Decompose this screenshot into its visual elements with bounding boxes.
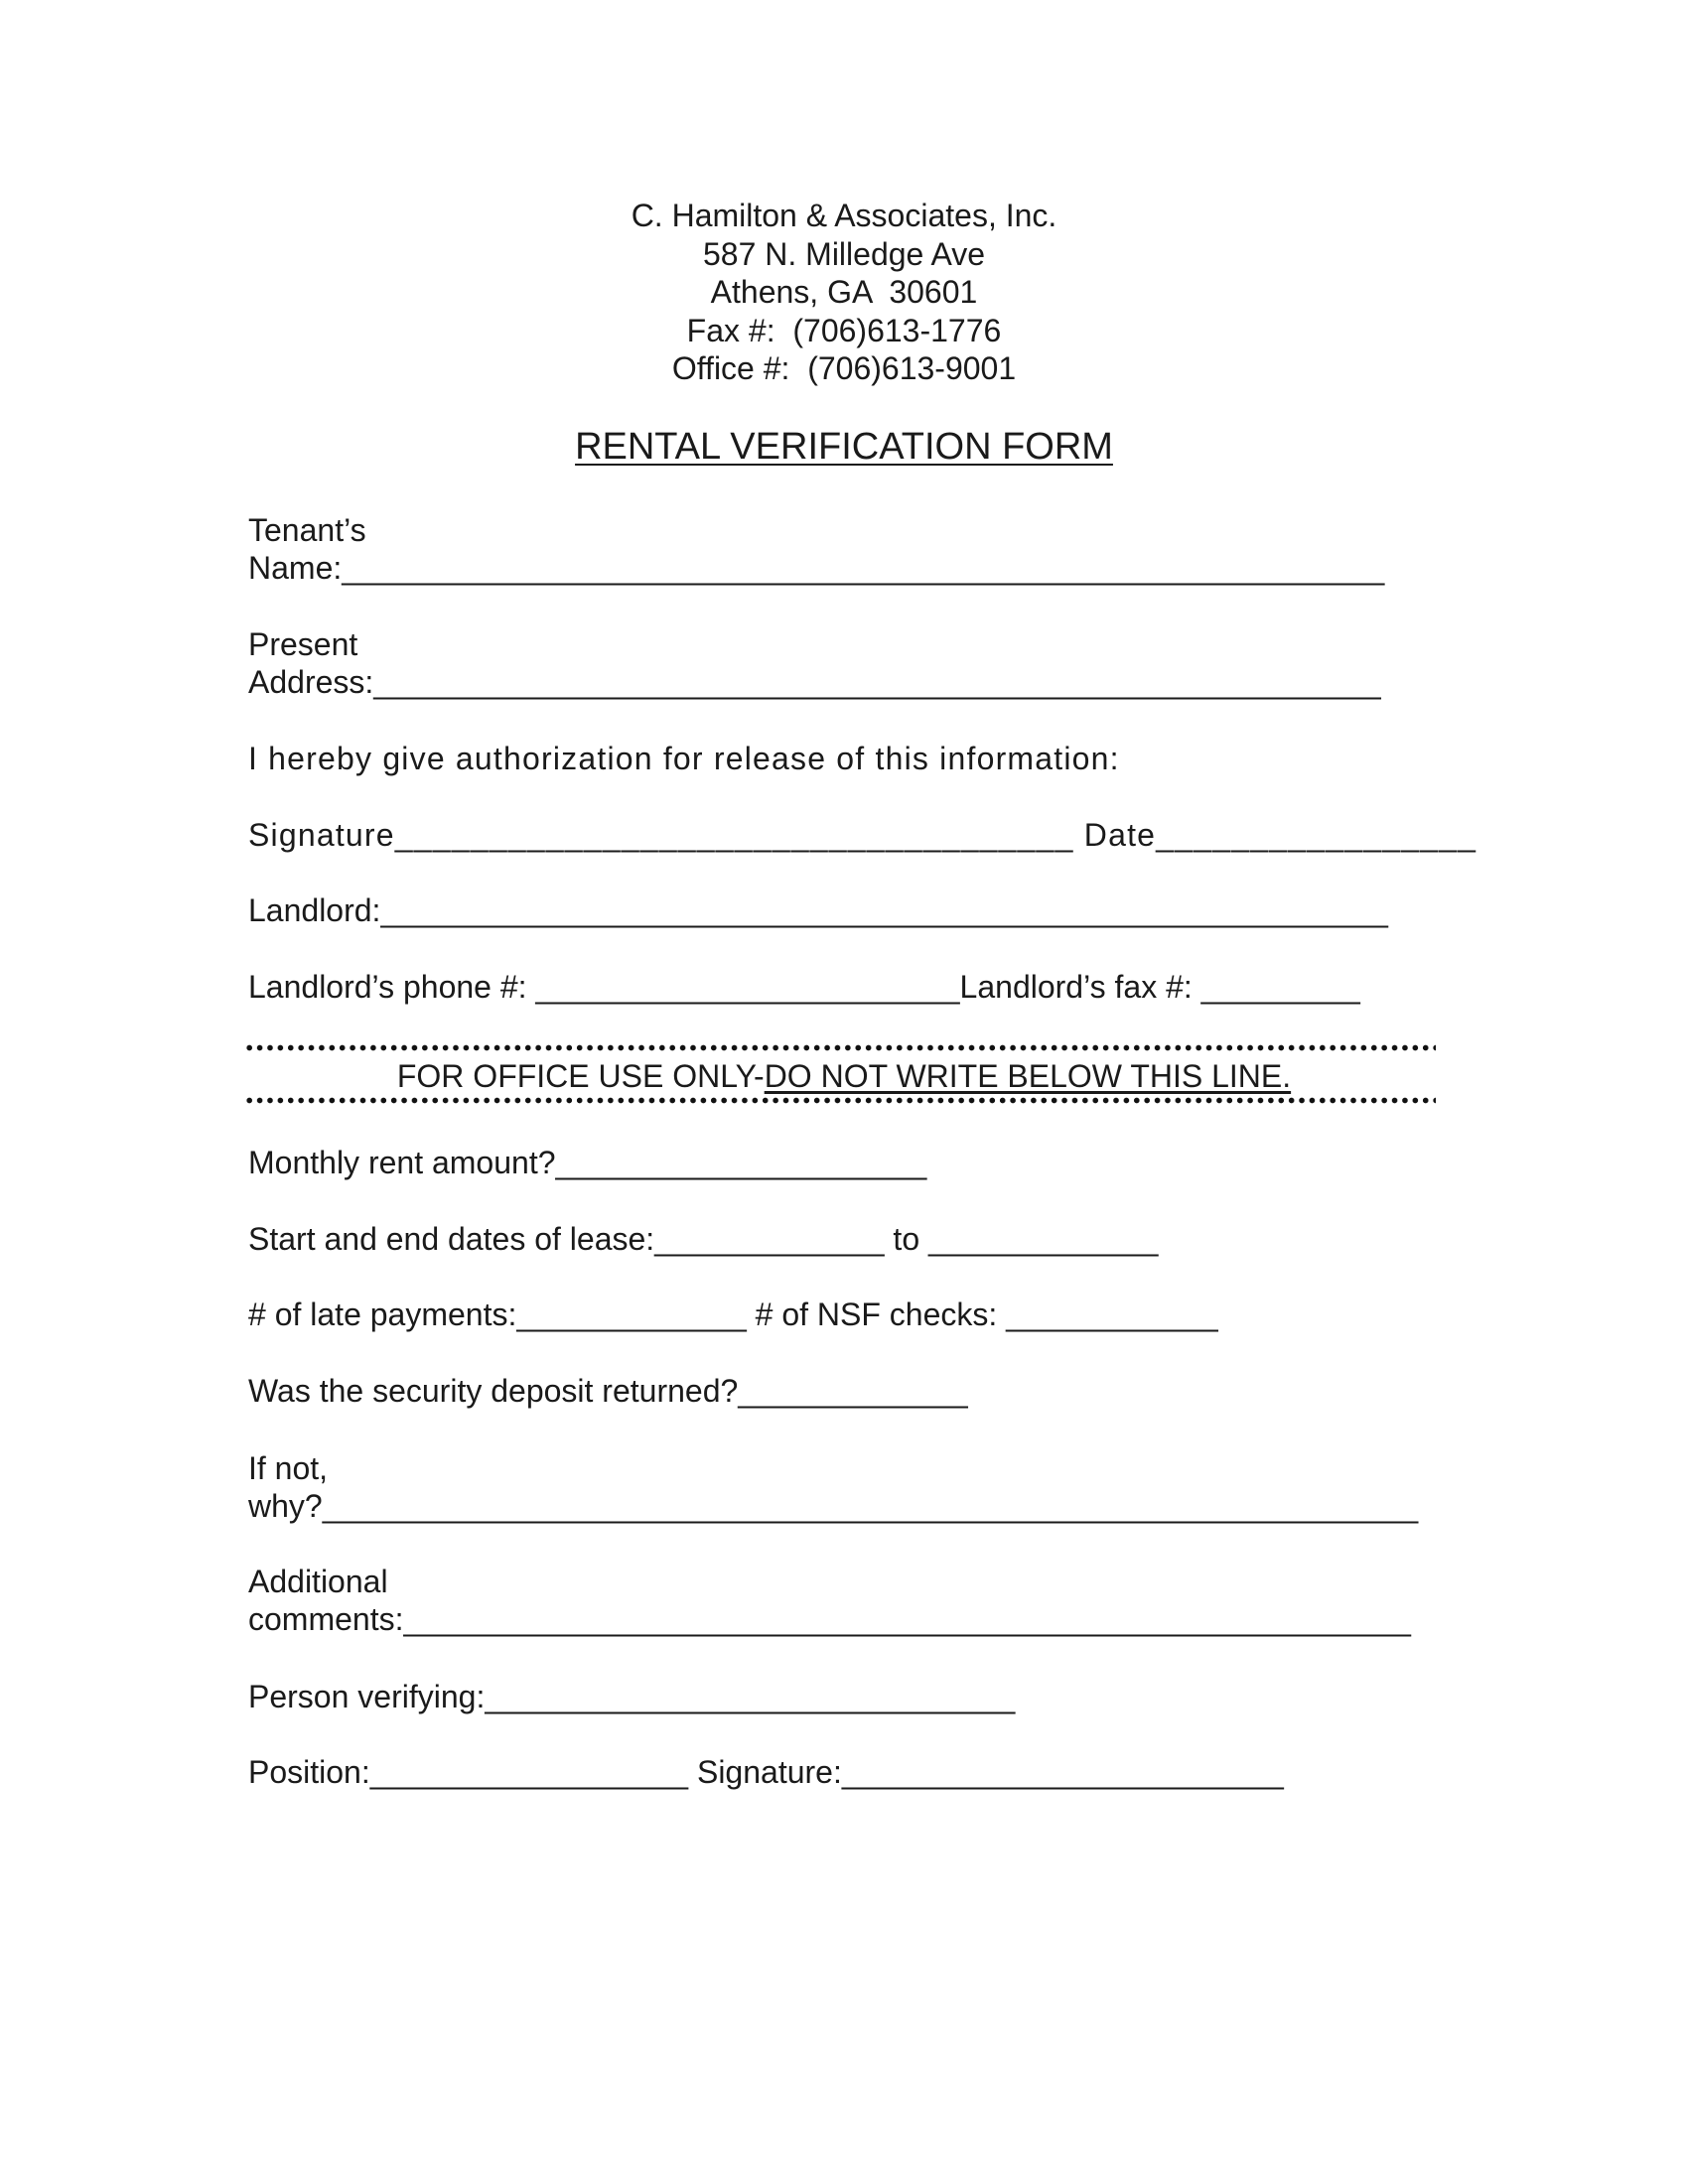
additional-label: Additional [248, 1564, 388, 1599]
fax-number: Fax #: (706)613-1776 [686, 312, 1002, 348]
office-number: Office #: (706)613-9001 [671, 350, 1017, 386]
form-title [0, 425, 1688, 469]
street-address: 587 N. Milledge Ave [702, 235, 986, 272]
tenant-name-field[interactable]: Name:___________________________________________________________ [248, 550, 1385, 586]
signature-date-field[interactable]: Signature____________________________________ Date_________________ [248, 817, 1477, 853]
late-nsf-field[interactable]: # of late payments:_____________ # of NSF checks: ____________ [248, 1297, 1218, 1332]
company-name: C. Hamilton & Associates, Inc. [631, 198, 1057, 233]
monthly-rent-field[interactable]: Monthly rent amount?_____________________ [248, 1145, 927, 1180]
office-use-warning: DO NOT WRITE BELOW THIS LINE. [764, 1058, 1292, 1094]
divider-dotted-top [244, 1044, 1436, 1051]
letterhead [0, 197, 1688, 388]
landlord-phone-fax-field[interactable]: Landlord’s phone #: ________________________Landlord’s fax #: _________ [248, 969, 1360, 1005]
tenant-name-label-1: Tenant’s [248, 512, 366, 548]
office-use-prefix: FOR OFFICE USE ONLY- [396, 1058, 765, 1094]
position-signature-field[interactable]: Position:__________________ Signature:_________________________ [248, 1754, 1284, 1790]
form-title-text: RENTAL VERIFICATION FORM [575, 426, 1113, 468]
divider-dotted-bottom [244, 1097, 1436, 1104]
present-address-field[interactable]: Address:_________________________________________________________ [248, 664, 1381, 700]
if-not-label: If not, [248, 1450, 329, 1486]
landlord-field[interactable]: Landlord:_________________________________________________________ [248, 892, 1388, 928]
office-use-notice [0, 1057, 1688, 1095]
why-field[interactable]: why?______________________________________________________________ [248, 1488, 1419, 1524]
person-verifying-field[interactable]: Person verifying:______________________________ [248, 1679, 1016, 1714]
deposit-returned-field[interactable]: Was the security deposit returned?_____________ [248, 1373, 968, 1409]
additional-comments-field[interactable]: comments:_________________________________________________________ [248, 1601, 1411, 1637]
authorization-statement: I hereby give authorization for release of this information: [248, 741, 1120, 776]
city-state-zip: Athens, GA 30601 [710, 274, 978, 310]
lease-dates-field[interactable]: Start and end dates of lease:_____________ to _____________ [248, 1221, 1159, 1257]
present-address-label-1: Present [248, 626, 358, 662]
